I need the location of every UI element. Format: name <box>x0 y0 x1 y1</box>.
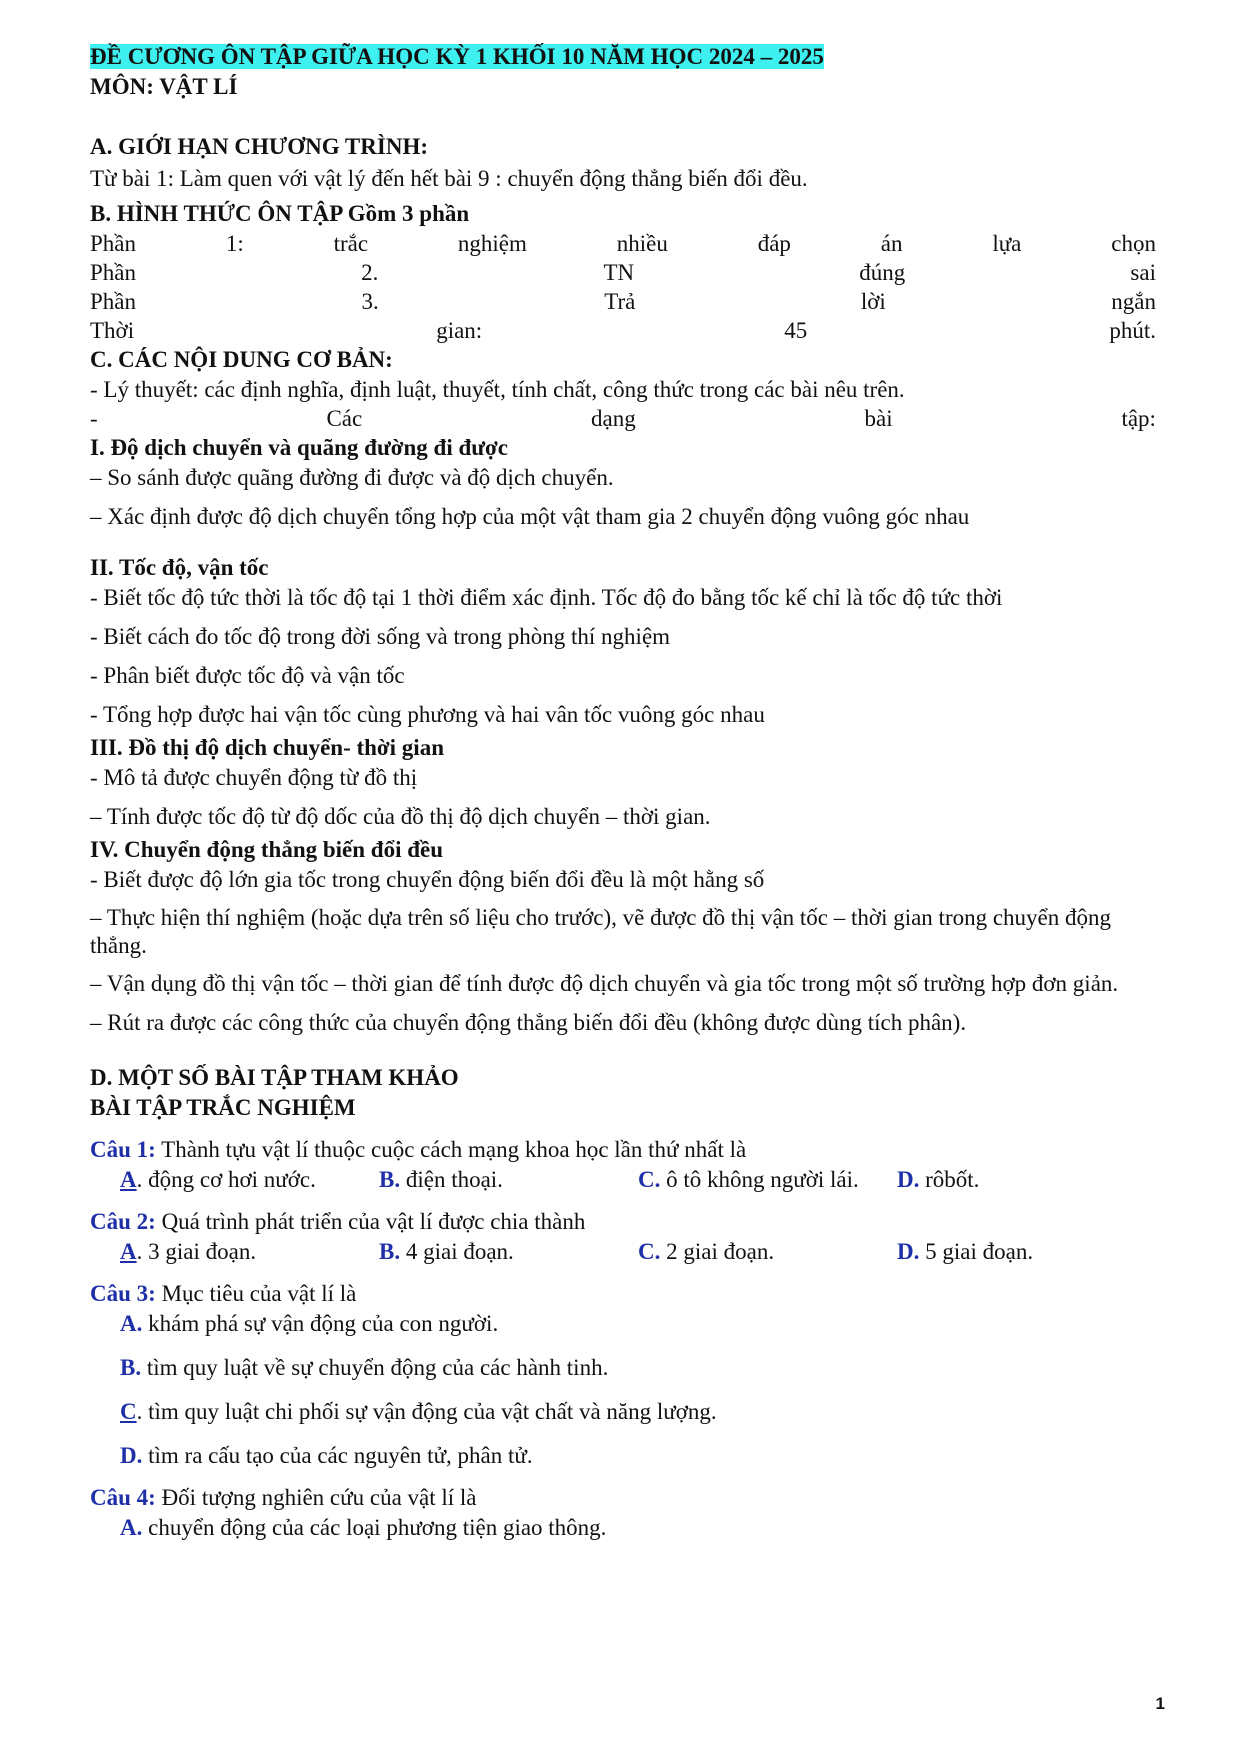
question-text: Quá trình phát triển của vật lí được chia thành <box>155 1209 586 1234</box>
question-2-options <box>90 1237 1156 1267</box>
question-text: Mục tiêu của vật lí là <box>155 1281 357 1306</box>
question-text: Thành tựu vật lí thuộc cuộc cách mạng khoa học lần thứ nhất là <box>155 1137 747 1162</box>
option-a: A. khám phá sự vận động của con người. <box>120 1311 499 1336</box>
topic-4-item: – Rút ra được các công thức của chuyển động thẳng biến đổi đều (không được dùng tích phân). <box>90 1010 967 1035</box>
topic-1-item: – So sánh được quãng đường đi được và độ dịch chuyển. <box>90 465 614 490</box>
topic-1-heading: I. Độ dịch chuyển và quãng đường đi được <box>90 435 508 460</box>
topic-1-item: – Xác định được độ dịch chuyển tổng hợp của một vật tham gia 2 chuyển động vuông góc nhau <box>90 504 970 529</box>
option-a: A. 3 giai đoạn. <box>120 1239 257 1264</box>
question-label: Câu 3: <box>90 1281 156 1306</box>
option-c: C. tìm quy luật chi phối sự vận động của vật chất và năng lượng. <box>120 1399 717 1424</box>
option-b: B. điện thoại. <box>379 1167 503 1192</box>
title-highlight: ĐỀ CƯƠNG ÔN TẬP GIỮA HỌC KỲ 1 KHỐI 10 NĂM HỌC 2024 – 2025 <box>90 44 824 69</box>
document-page <box>90 42 1156 1543</box>
topic-3-item: – Tính được tốc độ từ độ dốc của đồ thị độ dịch chuyển – thời gian. <box>90 804 711 829</box>
topic-3-heading: III. Đồ thị độ dịch chuyển- thời gian <box>90 735 444 760</box>
option-c: C. 2 giai đoạn. <box>638 1239 775 1264</box>
section-d-heading: D. MỘT SỐ BÀI TẬP THAM KHẢO <box>90 1065 459 1090</box>
topic-2-item: - Biết tốc độ tức thời là tốc độ tại 1 thời điểm xác định. Tốc độ đo bằng tốc kế chỉ là tốc độ tức thời <box>90 585 1003 610</box>
question-label: Câu 4: <box>90 1485 156 1510</box>
exercises-line: - Các dạng bài tập: <box>90 406 1156 431</box>
question-1 <box>90 1135 1156 1165</box>
question-4 <box>90 1483 1156 1513</box>
question-text: Đối tượng nghiên cứu của vật lí là <box>155 1485 477 1510</box>
option-d: D. 5 giai đoạn. <box>897 1239 1034 1264</box>
section-a-text: Từ bài 1: Làm quen với vật lý đến hết bài 9 : chuyển động thẳng biến đổi đều. <box>90 166 808 191</box>
option-b: B. 4 giai đoạn. <box>379 1239 514 1264</box>
question-2 <box>90 1207 1156 1237</box>
option-a: A. chuyển động của các loại phương tiện giao thông. <box>120 1515 607 1540</box>
format-line-3: Phần 3. Trả lời ngắn <box>90 289 1156 314</box>
subject-line: MÔN: VẬT LÍ <box>90 74 238 99</box>
topic-2-item: - Tổng hợp được hai vận tốc cùng phương và hai vân tốc vuông góc nhau <box>90 702 765 727</box>
document-title <box>90 42 1156 72</box>
option-d: D. tìm ra cấu tạo của các nguyên tử, phân tử. <box>120 1443 533 1468</box>
multiple-choice-heading: BÀI TẬP TRẮC NGHIỆM <box>90 1095 356 1120</box>
option-c: C. ô tô không người lái. <box>638 1167 859 1192</box>
topic-3-item: - Mô tả được chuyển động từ đồ thị <box>90 765 418 790</box>
question-label: Câu 2: <box>90 1209 156 1234</box>
page-number: 1 <box>1155 1694 1165 1713</box>
section-b-heading: B. HÌNH THỨC ÔN TẬP Gồm 3 phần <box>90 201 470 226</box>
question-label: Câu 1: <box>90 1137 156 1162</box>
option-a: A. động cơ hơi nước. <box>120 1167 316 1192</box>
section-c-heading: C. CÁC NỘI DUNG CƠ BẢN: <box>90 347 393 372</box>
section-a-heading: A. GIỚI HẠN CHƯƠNG TRÌNH: <box>90 134 428 159</box>
format-line-2: Phần 2. TN đúng sai <box>90 260 1156 285</box>
topic-4-heading: IV. Chuyển động thẳng biến đổi đều <box>90 837 444 862</box>
question-3 <box>90 1279 1156 1309</box>
format-line-time: Thời gian: 45 phút. <box>90 318 1156 343</box>
option-b: B. tìm quy luật về sự chuyển động của các hành tinh. <box>120 1355 609 1380</box>
topic-4-item: - Biết được độ lớn gia tốc trong chuyển động biến đổi đều là một hằng số <box>90 867 765 892</box>
theory-line: - Lý thuyết: các định nghĩa, định luật, thuyết, tính chất, công thức trong các bài nêu trên. <box>90 377 905 402</box>
topic-2-item: - Phân biết được tốc độ và vận tốc <box>90 663 405 688</box>
topic-4-item: – Vận dụng đồ thị vận tốc – thời gian để tính được độ dịch chuyển và gia tốc trong một số trường hợp đơn giản. <box>90 971 1119 996</box>
topic-2-item: - Biết cách đo tốc độ trong đời sống và trong phòng thí nghiệm <box>90 624 671 649</box>
topic-2-heading: II. Tốc độ, vận tốc <box>90 555 269 580</box>
option-d: D. rôbốt. <box>897 1167 980 1192</box>
topic-4-item: – Thực hiện thí nghiệm (hoặc dựa trên số liệu cho trước), vẽ được đồ thị vận tốc – thời gian trong chuyển động thẳng. <box>90 905 1112 958</box>
format-line-1: Phần 1: trắc nghiệm nhiều đáp án lựa chọn <box>90 231 1156 256</box>
question-1-options <box>90 1165 1156 1195</box>
